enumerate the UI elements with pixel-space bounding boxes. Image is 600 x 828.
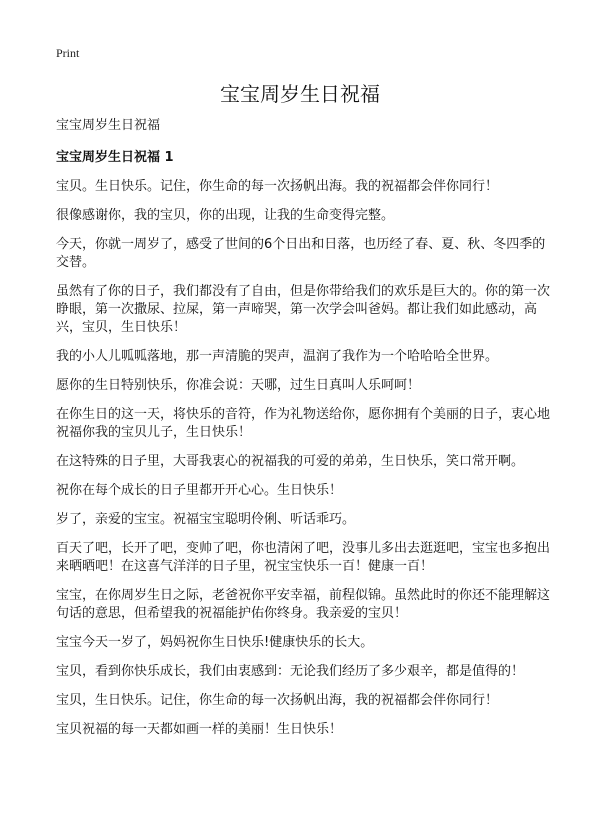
paragraph: 虽然有了你的日子，我们都没有了自由，但是你带给我们的欢乐是巨大的。你的第一次睁眼，第一次撒尿、拉屎，第一声啼哭，第一次学会叫爸妈。都让我们如此感动，高兴，宝贝，生日快乐！ [56,284,551,335]
print-label: Print [56,46,80,60]
paragraph: 宝贝。生日快乐。记住，你生命的每一次扬帆出海。我的祝福都会伴你同行！ [56,179,499,194]
paragraph: 祝你在每个成长的日子里都开开心心。生日快乐！ [56,483,343,498]
paragraph: 今天，你就一周岁了，感受了世间的6个日出和日落，也历经了春、夏、秋、冬四季的交替。 [56,237,546,270]
paragraph: 岁了，亲爱的宝宝。祝福宝宝聪明伶俐、听话乖巧。 [56,512,356,527]
paragraph: 在你生日的这一天，将快乐的音符，作为礼物送给你，愿你拥有个美丽的日子，衷心地祝福你我的宝贝儿子，生日快乐！ [56,407,551,440]
document-title: 宝宝周岁生日祝福 [220,82,380,106]
paragraph: 百天了吧，长开了吧，变帅了吧，你也清闲了吧，没事儿多出去逛逛吧，宝宝也多抱出来晒晒吧！在这喜气洋洋的日子里，祝宝宝快乐一百！健康一百！ [56,541,551,574]
paragraph: 我的小人儿呱呱落地，那一声清脆的哭声，温润了我作为一个哈哈哈全世界。 [56,349,499,364]
document-body [56,117,556,750]
paragraph: 宝宝，在你周岁生日之际，老爸祝你平安幸福，前程似锦。虽然此时的你还不能理解这句话的意思，但希望我的祝福能护佑你终身。我亲爱的宝贝！ [56,588,551,621]
paragraph: 宝贝，看到你快乐成长，我们由衷感到：无论我们经历了多少艰辛，都是值得的！ [56,664,525,679]
paragraph: 在这特殊的日子里，大哥我衷心的祝福我的可爱的弟弟，生日快乐，笑口常开啊。 [56,454,525,469]
paragraph: 很像感谢你，我的宝贝，你的出现，让我的生命变得完整。 [56,208,395,223]
paragraph: 愿你的生日特别快乐，你准会说：天哪，过生日真叫人乐呵呵！ [56,378,421,393]
paragraph: 宝贝，生日快乐。记住，你生命的每一次扬帆出海，我的祝福都会伴你同行！ [56,693,499,708]
paragraph: 宝贝祝福的每一天都如画一样的美丽！生日快乐！ [56,722,343,737]
document-subtitle: 宝宝周岁生日祝福 [56,118,161,133]
section-heading: 宝宝周岁生日祝福 1 [56,150,174,165]
paragraph: 宝宝今天一岁了，妈妈祝你生日快乐!健康快乐的长大。 [56,635,374,650]
